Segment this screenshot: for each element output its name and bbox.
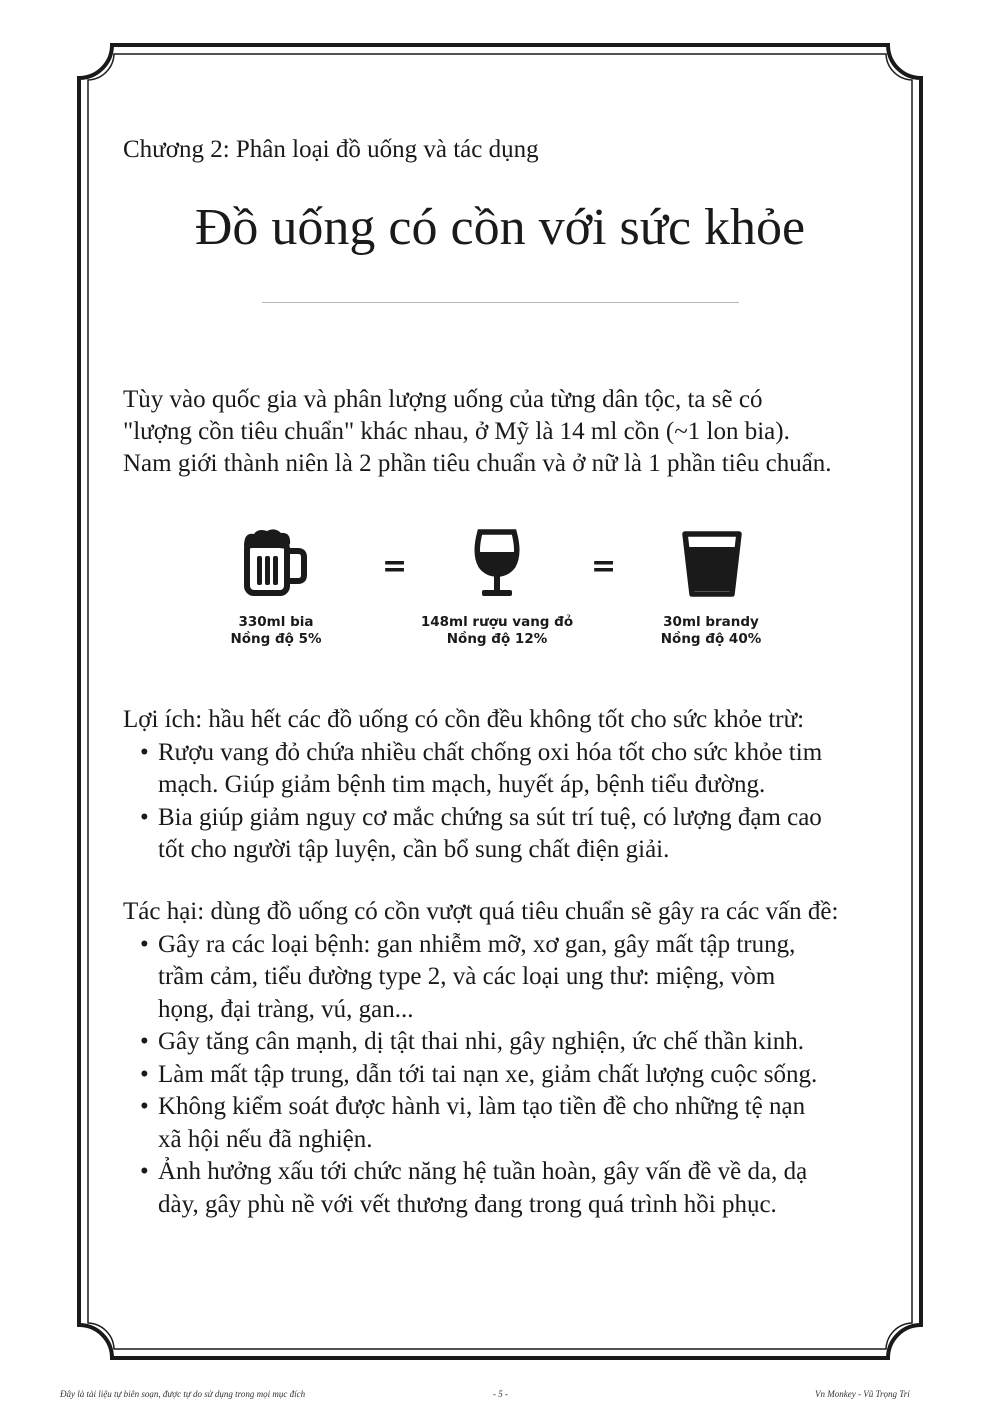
list-item-line: trầm cảm, tiểu đường type 2, và các loại ung thư: miệng, vòm	[158, 963, 776, 990]
drink-caption-brandy	[601, 614, 821, 648]
list-item-line: họng, đại tràng, vú, gan...	[158, 995, 414, 1023]
brandy-glass-icon	[681, 530, 743, 598]
intro-line: "lượng cồn tiêu chuẩn" khác nhau, ở Mỹ là 14 ml cồn (~1 lon bia).	[123, 418, 790, 445]
list-item	[123, 737, 903, 802]
benefits-list	[123, 737, 903, 867]
intro-line: Tùy vào quốc gia và phân lượng uống của từng dân tộc, ta sẽ có	[123, 386, 763, 413]
harms-heading: Tác hại: dùng đồ uống có cồn vượt quá tiêu chuẩn sẽ gây ra các vấn đề:	[123, 898, 839, 925]
benefits-heading: Lợi ích: hầu hết các đồ uống có cồn đều không tốt cho sức khỏe trừ:	[123, 706, 805, 733]
list-item	[123, 1156, 903, 1221]
harms-list	[123, 929, 903, 1222]
benefits-section	[123, 704, 903, 867]
list-item	[123, 929, 903, 1027]
page-number: - 5 -	[493, 1389, 508, 1399]
intro-line: Nam giới thành niên là 2 phần tiêu chuẩn và ở nữ là 1 phần tiêu chuẩn.	[123, 450, 832, 477]
beer-mug-icon	[240, 528, 310, 598]
drink-strength: Nồng độ 12%	[446, 631, 548, 647]
drink-strength: Nồng độ 40%	[660, 631, 762, 647]
footer-left-note: Đây là tài liệu tự biên soạn, được tự do sử dụng trong mọi mục đích	[60, 1389, 306, 1399]
list-item-line: • Gây tăng cân mạnh, dị tật thai nhi, gây nghiện, ức chế thần kinh.	[158, 1028, 805, 1055]
drink-caption-wine	[387, 614, 607, 648]
list-item-line: • Bia giúp giảm nguy cơ mắc chứng sa sút trí tuệ, có lượng đạm cao	[158, 803, 822, 831]
title-divider	[262, 302, 739, 303]
list-item-line: mạch. Giúp giảm bệnh tim mạch, huyết áp, bệnh tiểu đường.	[158, 771, 766, 798]
list-item-line: tốt cho người tập luyện, cần bổ sung chất điện giải.	[158, 836, 670, 863]
drink-amount: 30ml brandy	[663, 614, 759, 630]
list-item-line: dày, gây phù nề với vết thương đang trong quá trình hồi phục.	[158, 1190, 777, 1218]
list-item-line: • Không kiểm soát được hành vi, làm tạo tiền đề cho những tệ nạn	[158, 1093, 806, 1120]
list-item-line: • Làm mất tập trung, dẫn tới tai nạn xe, giảm chất lượng cuộc sống.	[158, 1060, 818, 1088]
drink-strength: Nồng độ 5%	[230, 631, 322, 647]
list-item	[123, 1026, 903, 1059]
intro-paragraph	[123, 384, 903, 480]
list-item-line: • Rượu vang đỏ chứa nhiều chất chống oxi hóa tốt cho sức khỏe tim	[158, 738, 823, 766]
drink-amount: 148ml rượu vang đỏ	[420, 614, 574, 630]
footer-author: Vn Monkey - Vũ Trọng Trí	[815, 1389, 910, 1399]
drink-amount: 330ml bia	[238, 614, 314, 630]
chapter-heading: Chương 2: Phân loại đồ uống và tác dụng	[123, 136, 539, 163]
list-item	[123, 1059, 903, 1092]
page-title: Đồ uống có cồn với sức khỏe	[194, 199, 806, 256]
list-item-line: • Gây ra các loại bệnh: gan nhiễm mỡ, xơ gan, gây mất tập trung,	[158, 930, 796, 958]
list-item-line: • Ảnh hưởng xấu tới chức năng hệ tuần hoàn, gây vấn đề về da, dạ	[158, 1158, 808, 1185]
wine-glass-icon	[467, 528, 527, 598]
equals-sign: =	[591, 549, 617, 584]
harms-section	[123, 896, 903, 1221]
list-item-line: xã hội nếu đã nghiện.	[158, 1125, 373, 1153]
list-item	[123, 1091, 903, 1156]
drink-caption-beer	[166, 614, 386, 648]
equals-sign: =	[382, 549, 408, 584]
list-item	[123, 802, 903, 867]
